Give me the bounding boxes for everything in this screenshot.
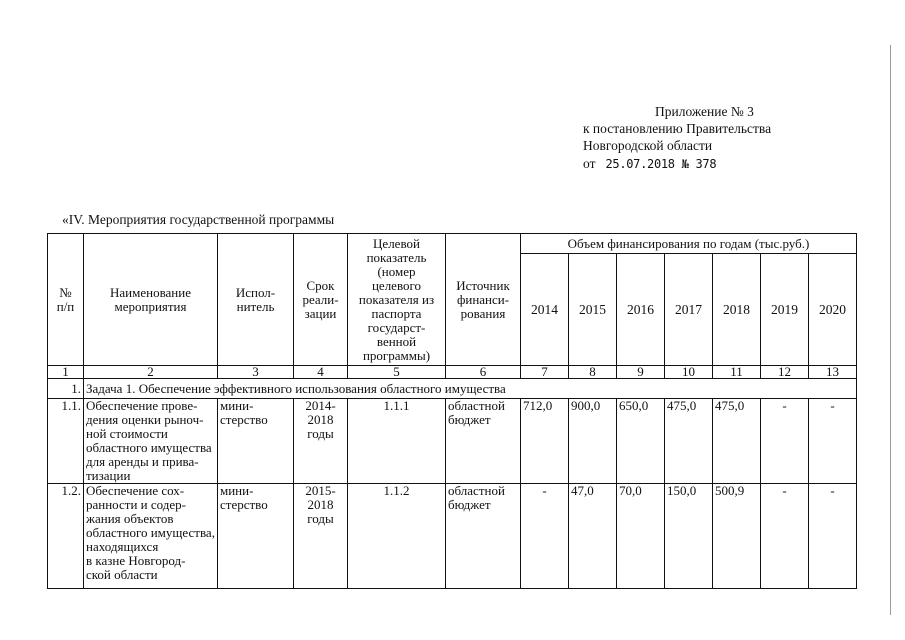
row-value-2016: 650,0 [617, 399, 665, 484]
header-indicator: Целевой показатель (номер целевого показателя из паспорта государст- венной программы) [348, 234, 446, 366]
row-term: 2015- 2018 годы [294, 484, 348, 589]
row-number: 1.1. [48, 399, 84, 484]
column-number: 13 [809, 366, 857, 379]
row-source: областной бюджет [446, 399, 521, 484]
row-indicator: 1.1.2 [348, 484, 446, 589]
appendix-block [583, 103, 883, 173]
header-year: 2017 [665, 254, 713, 366]
column-number: 3 [218, 366, 294, 379]
row-value-2019: - [761, 399, 809, 484]
column-number: 4 [294, 366, 348, 379]
header-year: 2020 [809, 254, 857, 366]
header-year: 2016 [617, 254, 665, 366]
appendix-from-label: от [583, 156, 596, 171]
row-term: 2014- 2018 годы [294, 399, 348, 484]
header-num: № п/п [48, 234, 84, 366]
program-table [47, 233, 857, 589]
row-value-2017: 475,0 [665, 399, 713, 484]
appendix-date-line [583, 155, 883, 173]
appendix-resolution-line: к постановлению Правительства [583, 121, 772, 136]
column-number: 6 [446, 366, 521, 379]
table-row [48, 484, 857, 589]
row-value-2020: - [809, 399, 857, 484]
appendix-region-line: Новгородской области [583, 138, 713, 153]
header-term: Срок реали- зации [294, 234, 348, 366]
header-name: Наименование мероприятия [84, 234, 218, 366]
column-number: 8 [569, 366, 617, 379]
task-row [48, 379, 857, 399]
column-number: 5 [348, 366, 446, 379]
row-value-2014: 712,0 [521, 399, 569, 484]
column-number: 1 [48, 366, 84, 379]
row-indicator: 1.1.1 [348, 399, 446, 484]
table-row [48, 399, 857, 484]
page-edge-line [890, 45, 891, 615]
row-source: областной бюджет [446, 484, 521, 589]
column-number: 2 [84, 366, 218, 379]
header-year: 2018 [713, 254, 761, 366]
header-year: 2014 [521, 254, 569, 366]
header-funding: Объем финансирования по годам (тыс.руб.) [521, 234, 857, 254]
column-number: 9 [617, 366, 665, 379]
row-number: 1.2. [48, 484, 84, 589]
row-executor: мини- стерство [218, 484, 294, 589]
row-value-2018: 475,0 [713, 399, 761, 484]
row-name: Обеспечение сох- ранности и содер- жания объектов областного имущества, находящихся в казне Новгород- ской области [84, 484, 218, 589]
row-value-2019: - [761, 484, 809, 589]
row-value-2017: 150,0 [665, 484, 713, 589]
task-title: Задача 1. Обеспечение эффективного использования областного имущества [84, 379, 857, 399]
row-value-2014: - [521, 484, 569, 589]
appendix-title: Приложение № 3 [655, 104, 754, 119]
date-signature: 25.07.2018 № 378 [605, 157, 717, 171]
header-year: 2015 [569, 254, 617, 366]
header-source: Источник финанси- рования [446, 234, 521, 366]
row-value-2016: 70,0 [617, 484, 665, 589]
row-value-2015: 900,0 [569, 399, 617, 484]
column-number: 7 [521, 366, 569, 379]
row-value-2015: 47,0 [569, 484, 617, 589]
column-number: 11 [713, 366, 761, 379]
column-number: 12 [761, 366, 809, 379]
task-number: 1. [48, 379, 84, 399]
row-value-2018: 500,9 [713, 484, 761, 589]
header-year: 2019 [761, 254, 809, 366]
row-name: Обеспечение прове- дения оценки рыноч- ной стоимости областного имущества для аренды и прива- тизации [84, 399, 218, 484]
header-executor: Испол- нитель [218, 234, 294, 366]
section-title: «IV. Мероприятия государственной программы [62, 212, 335, 227]
row-value-2020: - [809, 484, 857, 589]
row-executor: мини- стерство [218, 399, 294, 484]
column-number: 10 [665, 366, 713, 379]
